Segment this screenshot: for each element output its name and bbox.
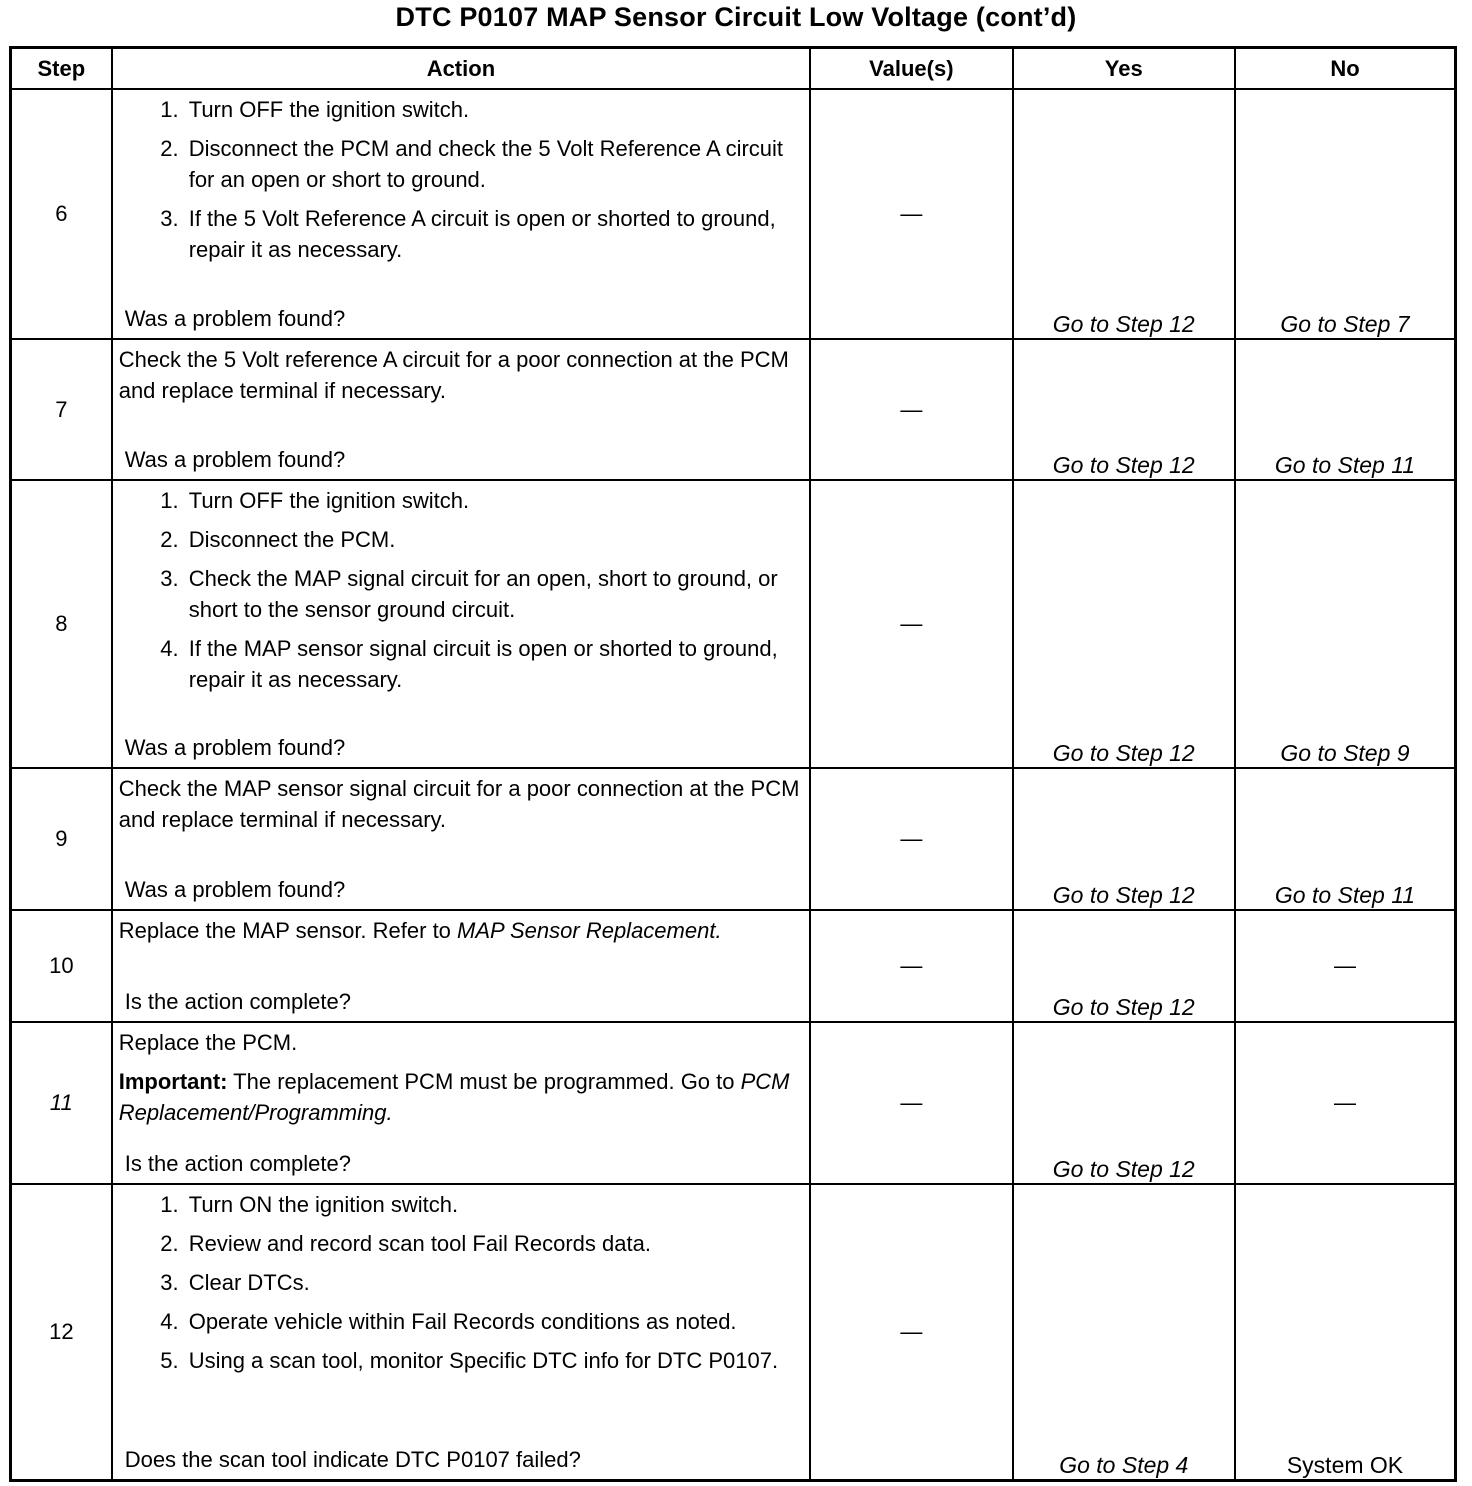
- table-row: [11, 480, 1456, 768]
- header-no: No: [1235, 48, 1456, 90]
- no-link[interactable]: Go to Step 11: [1235, 768, 1456, 910]
- no-result: System OK: [1235, 1184, 1456, 1480]
- action-cell: [112, 339, 810, 480]
- header-values: Value(s): [810, 48, 1012, 90]
- action-list: [119, 485, 803, 695]
- question: Was a problem found?: [124, 447, 346, 472]
- question: Is the action complete?: [124, 1151, 351, 1176]
- diagnostic-table: [9, 46, 1457, 1482]
- no-link[interactable]: Go to Step 9: [1235, 480, 1456, 768]
- no-link[interactable]: Go to Step 11: [1235, 339, 1456, 480]
- list-item: 2. Disconnect the PCM and check the 5 Volt Reference A circuit for an open or short to ground.: [185, 133, 803, 195]
- no-link[interactable]: Go to Step 7: [1235, 89, 1456, 339]
- list-item: 5. Using a scan tool, monitor Specific DTC info for DTC P0107.: [185, 1345, 803, 1376]
- action-text: Check the 5 Volt reference A circuit for a poor connection at the PCM and replace terminal if necessary.: [118, 347, 789, 403]
- list-item: 3. If the 5 Volt Reference A circuit is open or shorted to ground, repair it as necessary.: [185, 203, 803, 265]
- list-item: 2. Disconnect the PCM.: [185, 524, 803, 555]
- question: Does the scan tool indicate DTC P0107 failed?: [124, 1446, 581, 1472]
- important-text: The replacement PCM must be programmed. Go to: [227, 1069, 741, 1094]
- list-item: 1. Turn OFF the ignition switch.: [185, 485, 803, 516]
- action-list: [119, 1189, 803, 1376]
- step-number: 7: [11, 339, 112, 480]
- value-cell: —: [810, 480, 1012, 768]
- header-step: Step: [11, 48, 112, 90]
- yes-link[interactable]: Go to Step 12: [1013, 89, 1235, 339]
- list-item: 3. Check the MAP signal circuit for an open, short to ground, or short to the sensor ground circuit.: [185, 563, 803, 625]
- value-cell: —: [810, 1022, 1012, 1184]
- step-number: 6: [11, 89, 112, 339]
- action-cell: [112, 1022, 810, 1184]
- step-number: 10: [11, 910, 112, 1022]
- header-yes: Yes: [1013, 48, 1235, 90]
- question: Was a problem found?: [124, 735, 346, 760]
- action-text: Check the MAP sensor signal circuit for a poor connection at the PCM and replace terminal if necessary.: [118, 776, 800, 832]
- table-row: [11, 89, 1456, 339]
- action-cell: [112, 910, 810, 1022]
- list-item: 1. Turn OFF the ignition switch.: [185, 94, 803, 125]
- value-cell: —: [810, 339, 1012, 480]
- no-value: —: [1235, 910, 1456, 1022]
- value-cell: —: [810, 89, 1012, 339]
- header-row: [11, 48, 1456, 90]
- action-cell: [112, 480, 810, 768]
- action-text-prefix: Replace the MAP sensor. Refer to: [118, 918, 458, 943]
- page-title: DTC P0107 MAP Sensor Circuit Low Voltage (cont’d): [395, 2, 1077, 32]
- list-item: 1. Turn ON the ignition switch.: [185, 1189, 803, 1220]
- yes-link[interactable]: Go to Step 12: [1013, 910, 1235, 1022]
- yes-link[interactable]: Go to Step 12: [1013, 768, 1235, 910]
- action-list: [119, 94, 803, 265]
- value-cell: —: [810, 910, 1012, 1022]
- important-label: Important:: [118, 1069, 228, 1094]
- action-cell: [112, 768, 810, 910]
- yes-link[interactable]: Go to Step 12: [1013, 339, 1235, 480]
- yes-link[interactable]: Go to Step 12: [1013, 480, 1235, 768]
- list-item: 4. Operate vehicle within Fail Records conditions as noted.: [185, 1306, 803, 1337]
- list-item: 3. Clear DTCs.: [185, 1267, 803, 1298]
- important-note: [119, 1066, 803, 1128]
- list-item: 2. Review and record scan tool Fail Records data.: [185, 1228, 803, 1259]
- no-value: —: [1235, 1022, 1456, 1184]
- map-sensor-replacement-link[interactable]: MAP Sensor Replacement.: [457, 918, 722, 943]
- action-text: Replace the PCM.: [118, 1030, 298, 1055]
- value-cell: —: [810, 768, 1012, 910]
- table-row: [11, 768, 1456, 910]
- value-cell: —: [810, 1184, 1012, 1480]
- yes-link[interactable]: Go to Step 4: [1013, 1184, 1235, 1480]
- question: Is the action complete?: [124, 989, 351, 1014]
- question: Was a problem found?: [124, 306, 346, 331]
- action-cell: [112, 89, 810, 339]
- table-row: [11, 1022, 1456, 1184]
- step-number: 8: [11, 480, 112, 768]
- table-row: [11, 910, 1456, 1022]
- yes-link[interactable]: Go to Step 12: [1013, 1022, 1235, 1184]
- pcm-replacement-link[interactable]: PCM Replacement/Programming.: [118, 1069, 790, 1125]
- step-number: 9: [11, 768, 112, 910]
- table-row: [11, 339, 1456, 480]
- question: Was a problem found?: [124, 877, 346, 902]
- action-text: [119, 915, 803, 946]
- table-row: [11, 1184, 1456, 1480]
- step-number: 11: [11, 1022, 112, 1184]
- list-item: 4. If the MAP sensor signal circuit is open or shorted to ground, repair it as necessary.: [185, 633, 803, 695]
- header-action: Action: [112, 48, 810, 90]
- step-number: 12: [11, 1184, 112, 1480]
- action-cell: [112, 1184, 810, 1480]
